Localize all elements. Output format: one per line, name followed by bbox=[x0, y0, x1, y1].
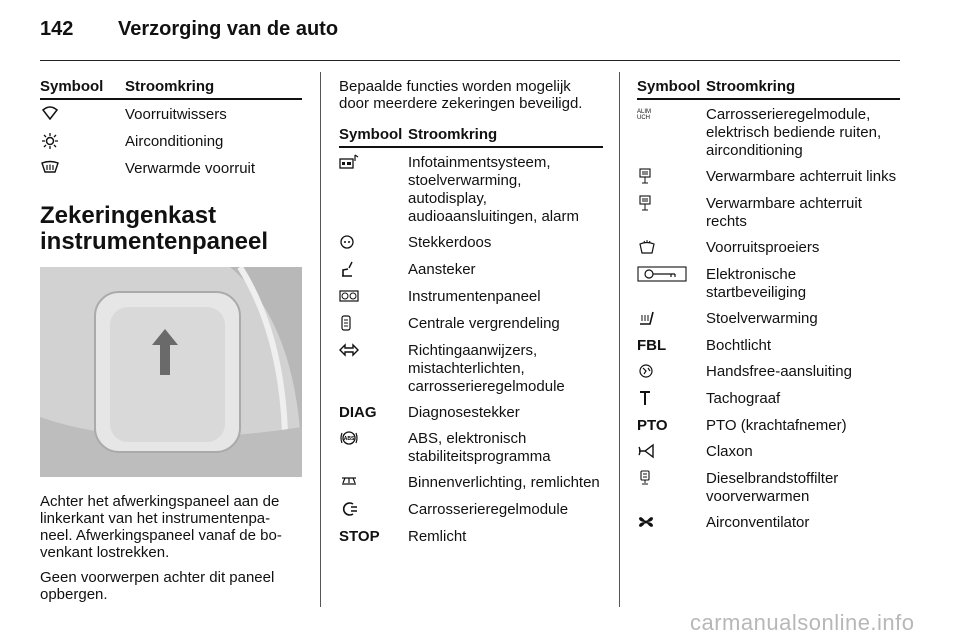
horn-icon bbox=[637, 443, 657, 459]
row-label: ABS, elektronisch stabiliteitsprogramma bbox=[408, 430, 551, 465]
table-row bbox=[637, 162, 900, 189]
row-label: Verwarmbare achterruit links bbox=[706, 168, 897, 185]
row-label: Voorruitsproeiers bbox=[706, 239, 820, 256]
row-label: Richtingaanwijzers, mistachterlichten, carrosserieregelmodule bbox=[408, 342, 565, 395]
fbl-symbol: FBL bbox=[637, 337, 667, 354]
row-label: Verwarmde voorruit bbox=[125, 160, 256, 177]
row-label: Stekkerdoos bbox=[408, 234, 492, 251]
watermark: carmanualsonline.info bbox=[690, 610, 915, 635]
intro-paragraph: Bepaalde functies worden mogelijk door meerdere zekeringen beveiligd. bbox=[339, 78, 583, 112]
seat-heating-icon bbox=[637, 310, 657, 326]
table-row bbox=[339, 309, 603, 336]
table-row bbox=[339, 255, 603, 282]
table-row bbox=[637, 357, 900, 384]
table-row bbox=[637, 508, 900, 535]
row-label: Tachograaf bbox=[706, 390, 781, 407]
interior-light-icon bbox=[339, 474, 359, 490]
central-locking-icon bbox=[339, 315, 359, 331]
diesel-filter-icon bbox=[637, 470, 657, 486]
table-row bbox=[339, 228, 603, 255]
table-row bbox=[637, 384, 900, 411]
header-divider bbox=[40, 60, 900, 61]
table-row bbox=[339, 336, 603, 398]
row-label: Handsfree-aansluiting bbox=[706, 363, 852, 380]
row-label: Bochtlicht bbox=[706, 337, 772, 354]
table-row bbox=[637, 233, 900, 260]
table-header bbox=[637, 78, 900, 99]
stop-symbol: STOP bbox=[339, 528, 380, 545]
lighter-icon bbox=[339, 261, 359, 277]
table-row bbox=[637, 189, 900, 233]
row-label: Centrale vergrendeling bbox=[408, 315, 560, 332]
fuse-table-1 bbox=[40, 78, 302, 181]
rear-window-heat-left-icon bbox=[637, 168, 657, 184]
fuse-table-3 bbox=[637, 78, 900, 535]
handsfree-icon bbox=[637, 363, 657, 379]
table-header bbox=[40, 78, 302, 99]
instruction-paragraph-1: Achter het afwerkingspaneel aan de linkerkant van het instrumentenpa-neel. Afwerkingspaneel vanaf de bo-venkant lostrekken. bbox=[40, 493, 282, 561]
fan-icon bbox=[637, 514, 657, 530]
circuit-header: Stroomkring bbox=[125, 78, 302, 99]
table-row bbox=[339, 468, 603, 495]
socket-icon bbox=[339, 234, 359, 250]
symbol-header: Symbool bbox=[637, 78, 706, 99]
row-label: Claxon bbox=[706, 443, 753, 460]
table-row bbox=[637, 331, 900, 357]
page-title: Verzorging van de auto bbox=[118, 18, 339, 40]
fuse-table-2 bbox=[339, 126, 603, 548]
table-row bbox=[637, 411, 900, 437]
rear-window-heat-right-icon bbox=[637, 195, 657, 211]
column-divider-2 bbox=[619, 72, 620, 607]
circuit-header: Stroomkring bbox=[706, 78, 900, 99]
table-row bbox=[339, 147, 603, 228]
table-row bbox=[339, 398, 603, 424]
diag-symbol: DIAG bbox=[339, 404, 377, 421]
fuse-panel-photo bbox=[40, 267, 302, 477]
pto-symbol: PTO bbox=[637, 417, 668, 434]
circuit-header: Stroomkring bbox=[408, 126, 603, 147]
table-row bbox=[40, 99, 302, 127]
wiper-icon bbox=[40, 106, 60, 122]
table-row bbox=[637, 464, 900, 508]
row-label: Verwarmbare achterruit rechts bbox=[706, 195, 862, 230]
row-label: Diagnosestekker bbox=[408, 404, 520, 421]
section-title: Zekeringenkast instrumentenpaneel bbox=[40, 202, 269, 255]
tachograph-icon bbox=[637, 390, 657, 406]
row-label: Stoelverwarming bbox=[706, 310, 818, 327]
table-row bbox=[40, 127, 302, 154]
uch-text: UCH bbox=[637, 115, 650, 121]
abs-icon bbox=[339, 430, 359, 446]
table-row bbox=[637, 437, 900, 464]
ac-sun-icon bbox=[40, 133, 60, 149]
column-3 bbox=[637, 78, 900, 535]
table-row bbox=[339, 282, 603, 309]
row-label: Carrosserieregelmodule, elektrisch bediende ruiten, airconditioning bbox=[706, 106, 882, 159]
row-label: Airconventilator bbox=[706, 514, 810, 531]
table-row bbox=[637, 99, 900, 162]
body-control-icon bbox=[339, 501, 359, 517]
table-header bbox=[339, 126, 603, 147]
row-label: Instrumentenpaneel bbox=[408, 288, 541, 305]
row-label: Remlicht bbox=[408, 528, 467, 545]
column-2 bbox=[339, 78, 603, 548]
alim-text: ALIM bbox=[637, 109, 652, 115]
table-row bbox=[40, 154, 302, 181]
table-row bbox=[339, 424, 603, 468]
instruction-paragraph-2: Geen voorwerpen achter dit paneel opbergen. bbox=[40, 569, 275, 603]
row-label: Voorruitwissers bbox=[125, 106, 227, 123]
column-1 bbox=[40, 78, 302, 603]
turn-signal-icon bbox=[339, 342, 359, 358]
immobiliser-key-icon bbox=[637, 266, 687, 282]
row-label: Dieselbrandstoffilter voorverwarmen bbox=[706, 470, 839, 505]
table-row bbox=[339, 522, 603, 548]
row-label: Aansteker bbox=[408, 261, 476, 278]
svg-text:ABS: ABS bbox=[343, 436, 355, 442]
row-label: Airconditioning bbox=[125, 133, 224, 150]
row-label: PTO (krachtafnemer) bbox=[706, 417, 847, 434]
row-label: Infotainmentsysteem, stoelverwarming, autodisplay, audioaansluitingen, alarm bbox=[408, 154, 579, 225]
table-row bbox=[339, 495, 603, 522]
page-number: 142 bbox=[40, 18, 74, 40]
alim-uch-symbol bbox=[637, 109, 651, 121]
instrument-panel-icon bbox=[339, 288, 359, 304]
infotainment-icon bbox=[339, 154, 359, 170]
table-row bbox=[637, 304, 900, 331]
table-row bbox=[637, 260, 900, 304]
row-label: Elektronische startbeveiliging bbox=[706, 266, 807, 301]
symbol-header: Symbool bbox=[40, 78, 125, 99]
row-label: Binnenverlichting, remlichten bbox=[408, 474, 600, 491]
column-divider-1 bbox=[320, 72, 321, 607]
row-label: Carrosserieregelmodule bbox=[408, 501, 569, 518]
page-header bbox=[40, 18, 338, 48]
heated-windshield-icon bbox=[40, 160, 60, 176]
washer-icon bbox=[637, 239, 657, 255]
symbol-header: Symbool bbox=[339, 126, 408, 147]
